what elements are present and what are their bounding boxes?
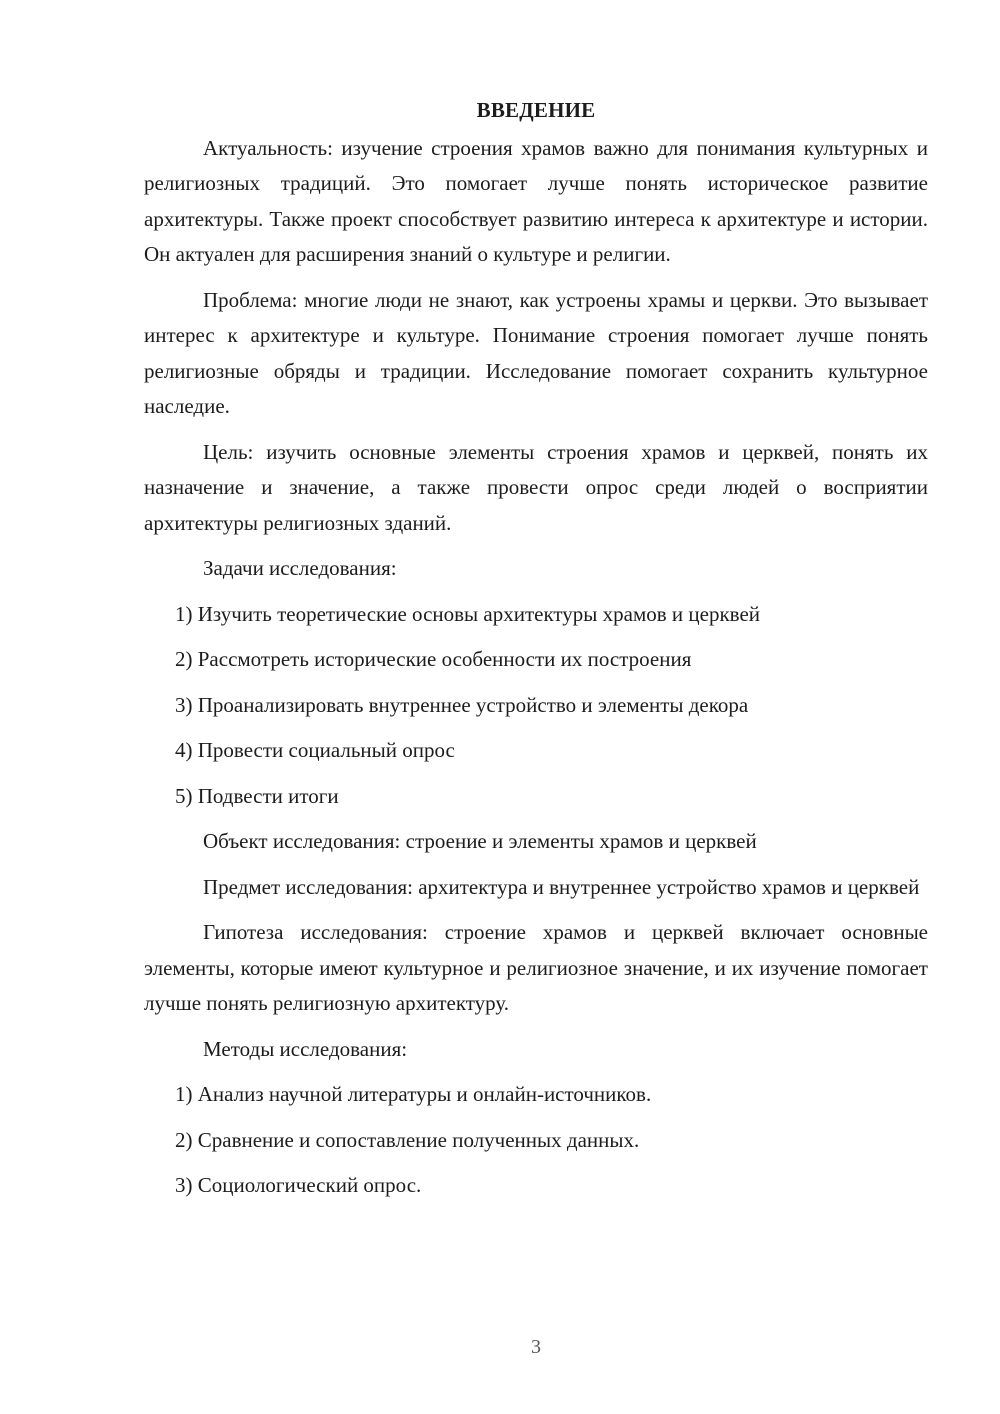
problem-paragraph: Проблема: многие люди не знают, как устроены храмы и церкви. Это вызывает интерес к архитектуре и культуре. Понимание строения помогает лучше понять религиозные обряды и традиции. Исследование помогает сохранить культурное наследие. [144, 287, 928, 418]
list-item: 4) Провести социальный опрос [175, 738, 455, 762]
tasks-heading: Задачи исследования: [203, 556, 397, 580]
section-title: ВВЕДЕНИЕ [476, 98, 596, 122]
page-content [144, 93, 928, 1204]
list-item: 5) Подвести итоги [175, 783, 339, 808]
subject-paragraph: Предмет исследования: архитектура и внутреннее устройство храмов и церквей [203, 874, 920, 899]
tasks-list [144, 597, 928, 815]
list-item: 1) Изучить теоретические основы архитектуры храмов и церквей [175, 601, 761, 626]
object-paragraph: Объект исследования: строение и элементы храмов и церквей [203, 829, 757, 853]
goal-paragraph: Цель: изучить основные элементы строения храмов и церквей, понять их назначение и значение, а также провести опрос среди людей о восприятии архитектуры религиозных зданий. [144, 439, 928, 535]
page-number: 3 [531, 1336, 541, 1358]
list-item: 3) Социологический опрос. [175, 1173, 422, 1197]
methods-list [144, 1077, 928, 1204]
list-item: 2) Сравнение и сопоставление полученных данных. [175, 1127, 640, 1152]
list-item: 1) Анализ научной литературы и онлайн-источников. [175, 1082, 652, 1106]
list-item: 3) Проанализировать внутреннее устройство и элементы декора [175, 692, 749, 717]
methods-heading: Методы исследования: [203, 1036, 408, 1061]
list-item: 2) Рассмотреть исторические особенности их построения [175, 647, 692, 671]
hypothesis-paragraph: Гипотеза исследования: строение храмов и церквей включает основные элементы, которые имеют культурное и религиозное значение, и их изучение помогает лучше понять религиозную архитектуру. [144, 920, 928, 1015]
relevance-paragraph: Актуальность: изучение строения храмов важно для понимания культурных и религиозных традиций. Это помогает лучше понять историческое развитие архитектуры. Также проект способствует развитию интереса к архитектуре и истории. Он актуален для расширения знаний о культуре и религии. [144, 135, 928, 266]
